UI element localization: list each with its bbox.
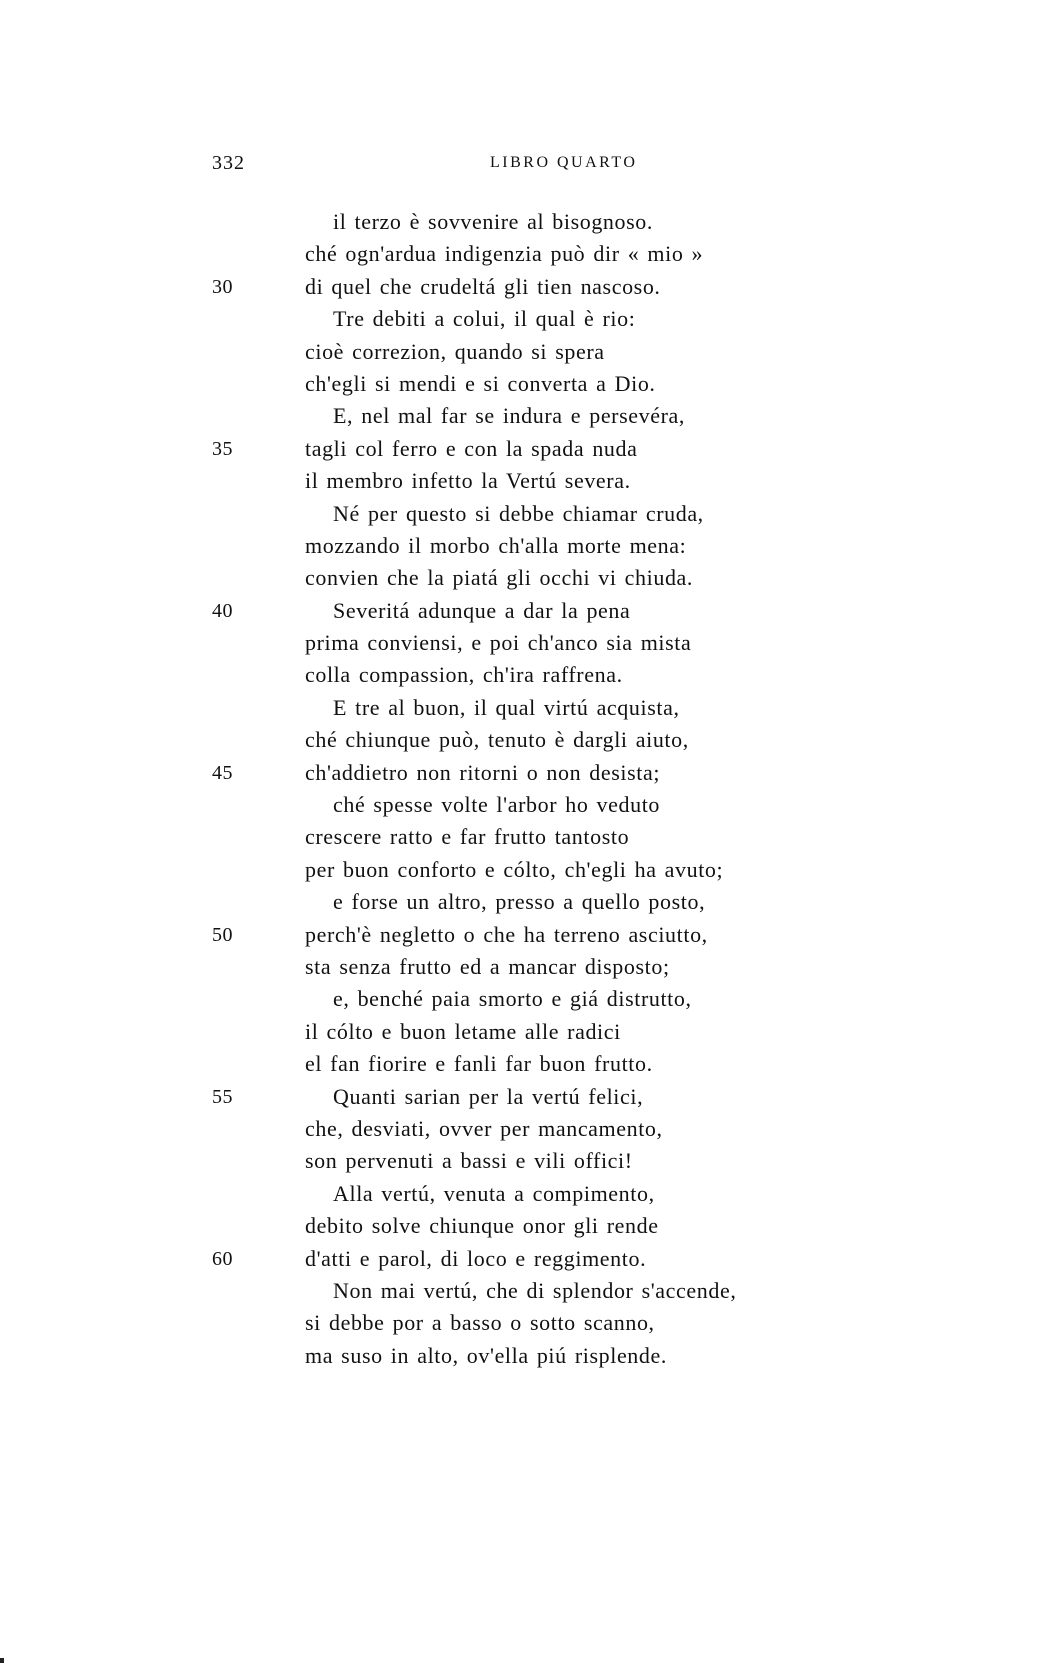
- verse-text: Né per questo si debbe chiamar cruda,: [333, 500, 704, 526]
- verse-text: ché ogn'ardua indigenzia può dir « mio »: [305, 241, 704, 267]
- verse-text: e forse un altro, presso a quello posto,: [333, 889, 706, 915]
- verse-line: [0, 1275, 1059, 1307]
- verse-text: debito solve chiunque onor gli rende: [305, 1213, 659, 1239]
- verse-line: [0, 659, 1059, 691]
- line-number: 35: [212, 437, 233, 460]
- verse-text: e, benché paia smorto e giá distrutto,: [333, 986, 692, 1012]
- verse-line: [0, 886, 1059, 918]
- verse-line: [0, 271, 1059, 303]
- verse-line: [0, 789, 1059, 821]
- verse-text: el fan fiorire e fanli far buon frutto.: [305, 1051, 653, 1077]
- verse-text: colla compassion, ch'ira raffrena.: [305, 662, 623, 688]
- verse-line: [0, 1307, 1059, 1339]
- verse-line: [0, 1048, 1059, 1080]
- verse-text: Alla vertú, venuta a compimento,: [333, 1180, 655, 1206]
- line-number: 50: [212, 923, 233, 946]
- verse-line: [0, 303, 1059, 335]
- verse-line: [0, 238, 1059, 270]
- scan-edge-mark: [0, 1658, 4, 1663]
- verse-text: son pervenuti a bassi e vili offici!: [305, 1148, 633, 1174]
- verse-text: il membro infetto la Vertú severa.: [305, 468, 631, 494]
- verse-text: prima conviensi, e poi ch'anco sia mista: [305, 630, 692, 656]
- verse-text: convien che la piatá gli occhi vi chiuda.: [305, 565, 694, 591]
- verse-line: [0, 562, 1059, 594]
- verse-line: [0, 530, 1059, 562]
- verse-text: Non mai vertú, che di splendor s'accende,: [333, 1277, 737, 1303]
- verse-text: E, nel mal far se indura e persevéra,: [333, 403, 685, 429]
- verse-text: Quanti sarian per la vertú felici,: [333, 1083, 644, 1109]
- verse-text: perch'è negletto o che ha terreno asciutto,: [305, 921, 708, 947]
- verse-line: [0, 1243, 1059, 1275]
- verse-line: [0, 1016, 1059, 1048]
- verse-text: ch'egli si mendi e si converta a Dio.: [305, 370, 656, 396]
- verse-line: [0, 595, 1059, 627]
- verse-line: [0, 433, 1059, 465]
- verse-text: ché spesse volte l'arbor ho veduto: [333, 792, 661, 818]
- verse-line: [0, 1210, 1059, 1242]
- verse-line: [0, 206, 1059, 238]
- verse-line: [0, 368, 1059, 400]
- verse-text: Tre debiti a colui, il qual è rio:: [333, 306, 636, 332]
- verse-line: [0, 692, 1059, 724]
- line-number: 40: [212, 599, 233, 622]
- line-number: 45: [212, 761, 233, 784]
- running-title: LIBRO QUARTO: [490, 154, 638, 171]
- verse-text: ché chiunque può, tenuto è dargli aiuto,: [305, 727, 689, 753]
- page-number: 332: [212, 152, 245, 174]
- verse-text: per buon conforto e cólto, ch'egli ha avuto;: [305, 856, 724, 882]
- verse-text: crescere ratto e far frutto tantosto: [305, 824, 630, 850]
- poem-body: [0, 206, 1059, 1372]
- verse-text: Severitá adunque a dar la pena: [333, 597, 631, 623]
- verse-line: [0, 983, 1059, 1015]
- verse-text: sta senza frutto ed a mancar disposto;: [305, 953, 670, 979]
- line-number: 60: [212, 1247, 233, 1270]
- verse-line: [0, 724, 1059, 756]
- verse-text: ch'addietro non ritorni o non desista;: [305, 759, 661, 785]
- verse-line: [0, 757, 1059, 789]
- verse-line: [0, 400, 1059, 432]
- verse-line: [0, 465, 1059, 497]
- verse-text: il cólto e buon letame alle radici: [305, 1018, 621, 1044]
- verse-line: [0, 498, 1059, 530]
- verse-line: [0, 919, 1059, 951]
- verse-line: [0, 951, 1059, 983]
- verse-line: [0, 627, 1059, 659]
- verse-text: mozzando il morbo ch'alla morte mena:: [305, 532, 687, 558]
- line-number: 55: [212, 1085, 233, 1108]
- verse-text: si debbe por a basso o sotto scanno,: [305, 1310, 655, 1336]
- verse-line: [0, 821, 1059, 853]
- verse-line: [0, 1178, 1059, 1210]
- verse-line: [0, 1340, 1059, 1372]
- verse-text: cioè correzion, quando si spera: [305, 338, 605, 364]
- verse-text: ma suso in alto, ov'ella piú risplende.: [305, 1342, 667, 1368]
- line-number: 30: [212, 275, 233, 298]
- verse-text: d'atti e parol, di loco e reggimento.: [305, 1245, 647, 1271]
- verse-text: che, desviati, ovver per mancamento,: [305, 1115, 663, 1141]
- verse-line: [0, 336, 1059, 368]
- verse-line: [0, 1113, 1059, 1145]
- verse-text: E tre al buon, il qual virtú acquista,: [333, 694, 680, 720]
- verse-text: di quel che crudeltá gli tien nascoso.: [305, 273, 661, 299]
- verse-line: [0, 854, 1059, 886]
- verse-line: [0, 1081, 1059, 1113]
- verse-text: il terzo è sovvenire al bisognoso.: [333, 209, 653, 234]
- verse-line: [0, 1145, 1059, 1177]
- verse-text: tagli col ferro e con la spada nuda: [305, 435, 638, 461]
